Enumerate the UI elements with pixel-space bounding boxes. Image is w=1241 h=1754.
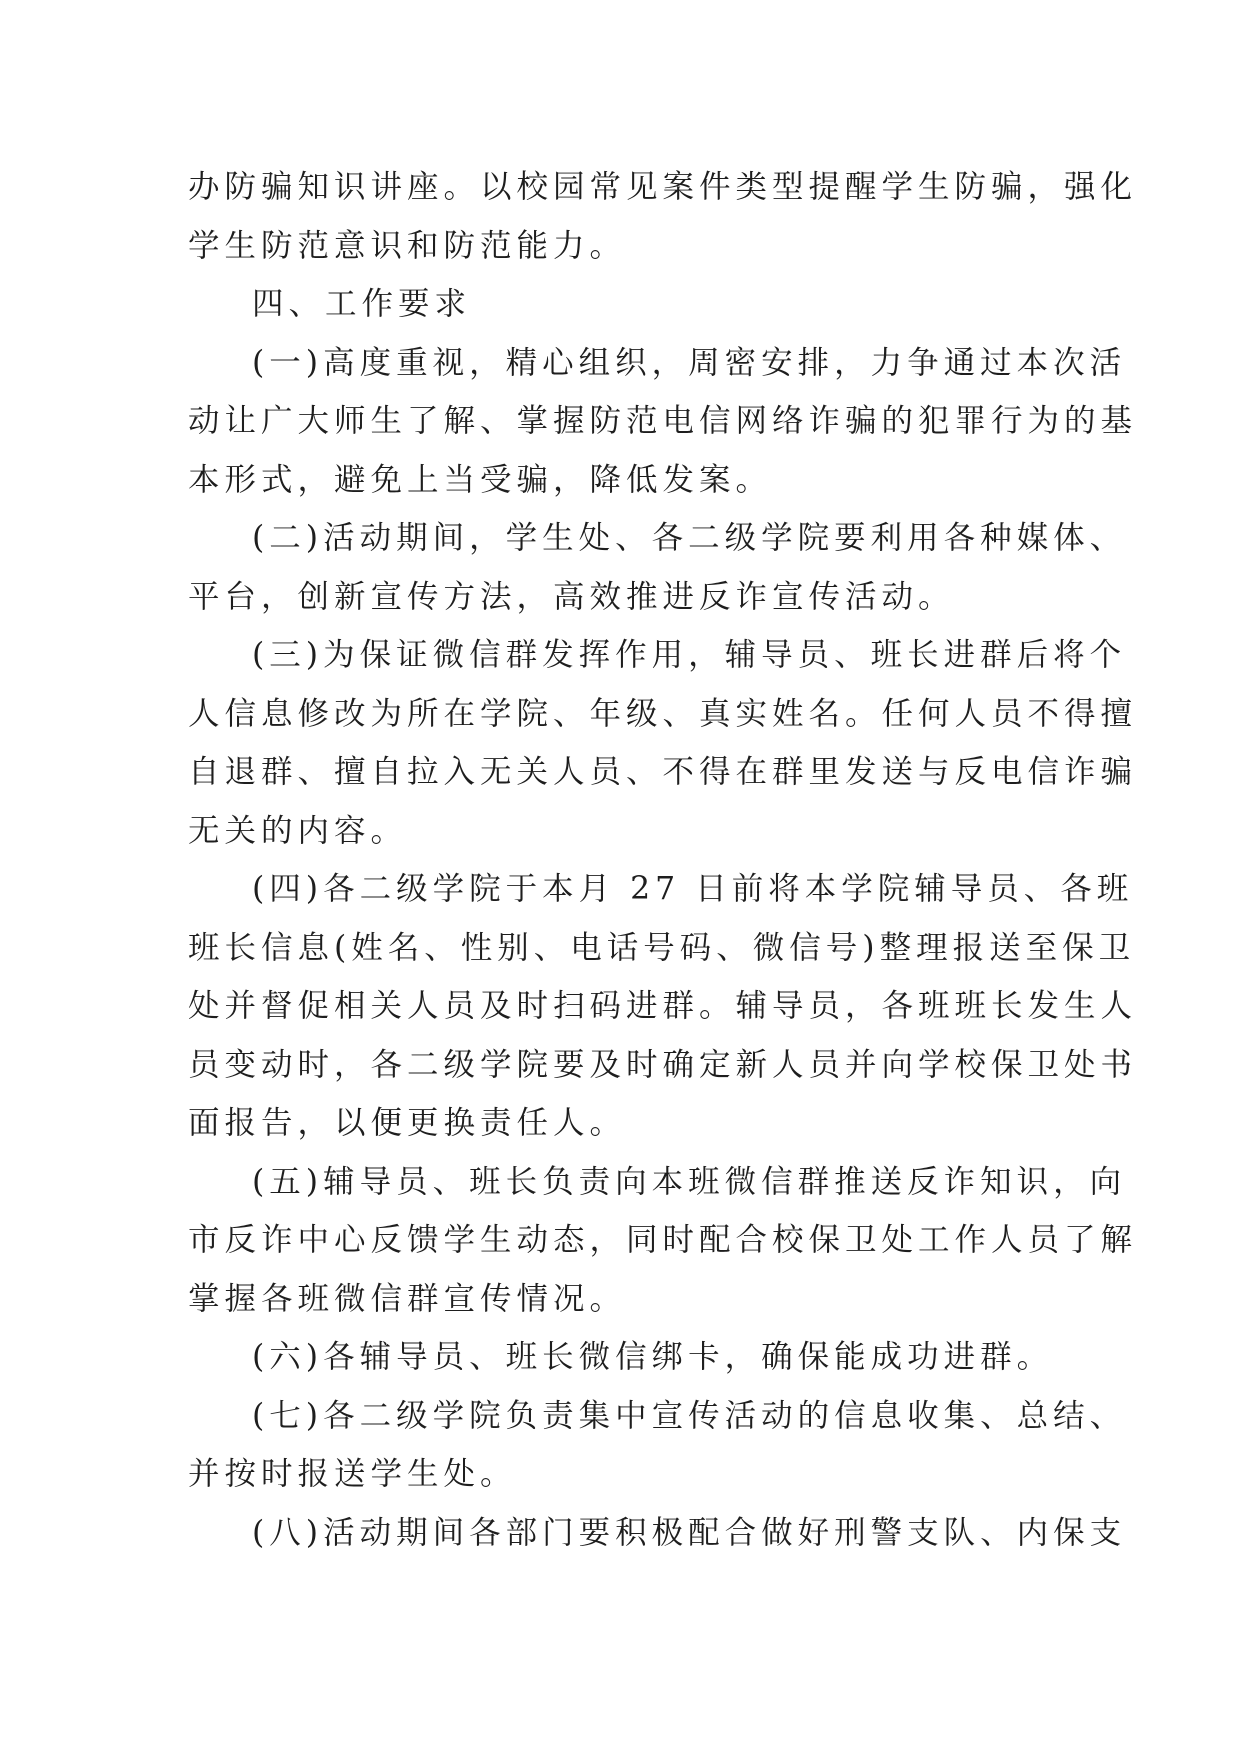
text-line: (六)各辅导员、班长微信绑卡，确保能成功进群。 <box>252 1339 1054 1375</box>
text-line: 本形式，避免上当受骗，降低发案。 <box>188 461 773 498</box>
text-line: 平台，创新宣传方法，高效推进反诈宣传活动。 <box>188 578 955 615</box>
text-line: (三)为保证微信群发挥作用，辅导员、班长进群后将个 <box>252 637 1127 673</box>
section-heading: 四、工作要求 <box>252 286 472 322</box>
text-line: 无关的内容。 <box>188 812 408 849</box>
text-line: 掌握各班微信群宣传情况。 <box>188 1280 627 1317</box>
text-line: 并按时报送学生处。 <box>188 1456 517 1492</box>
text-line: (二)活动期间，学生处、各二级学院要利用各种媒体、 <box>252 520 1127 556</box>
text-line: 自退群、擅自拉入无关人员、不得在群里发送与反电信诈骗 <box>188 754 1138 790</box>
text-line: (五)辅导员、班长负责向本班微信群推送反诈知识，向 <box>252 1163 1127 1200</box>
text-line: (七)各二级学院负责集中宣传活动的信息收集、总结、 <box>252 1397 1127 1434</box>
text-line: 办防骗知识讲座。以校园常见案件类型提醒学生防骗，强化 <box>188 169 1138 205</box>
text-line: 市反诈中心反馈学生动态，同时配合校保卫处工作人员了解 <box>188 1222 1138 1258</box>
text-line: 员变动时，各二级学院要及时确定新人员并向学校保卫处书 <box>188 1046 1138 1083</box>
text-line: 处并督促相关人员及时扫码进群。辅导员，各班班长发生人 <box>188 988 1138 1024</box>
text-line: 人信息修改为所在学院、年级、真实姓名。任何人员不得擅 <box>188 695 1138 732</box>
text-line: (四)各二级学院于本月 27 日前将本学院辅导员、各班 <box>252 871 1134 907</box>
document-body <box>188 158 1138 1562</box>
text-line: (一)高度重视，精心组织，周密安排，力争通过本次活 <box>252 344 1127 381</box>
text-line: (八)活动期间各部门要积极配合做好刑警支队、内保支 <box>252 1514 1127 1551</box>
text-line: 面报告，以便更换责任人。 <box>188 1105 627 1141</box>
text-line: 学生防范意识和防范能力。 <box>188 227 627 264</box>
text-line: 班长信息(姓名、性别、电话号码、微信号)整理报送至保卫 <box>188 929 1136 966</box>
text-line: 动让广大师生了解、掌握防范电信网络诈骗的犯罪行为的基 <box>188 403 1138 439</box>
